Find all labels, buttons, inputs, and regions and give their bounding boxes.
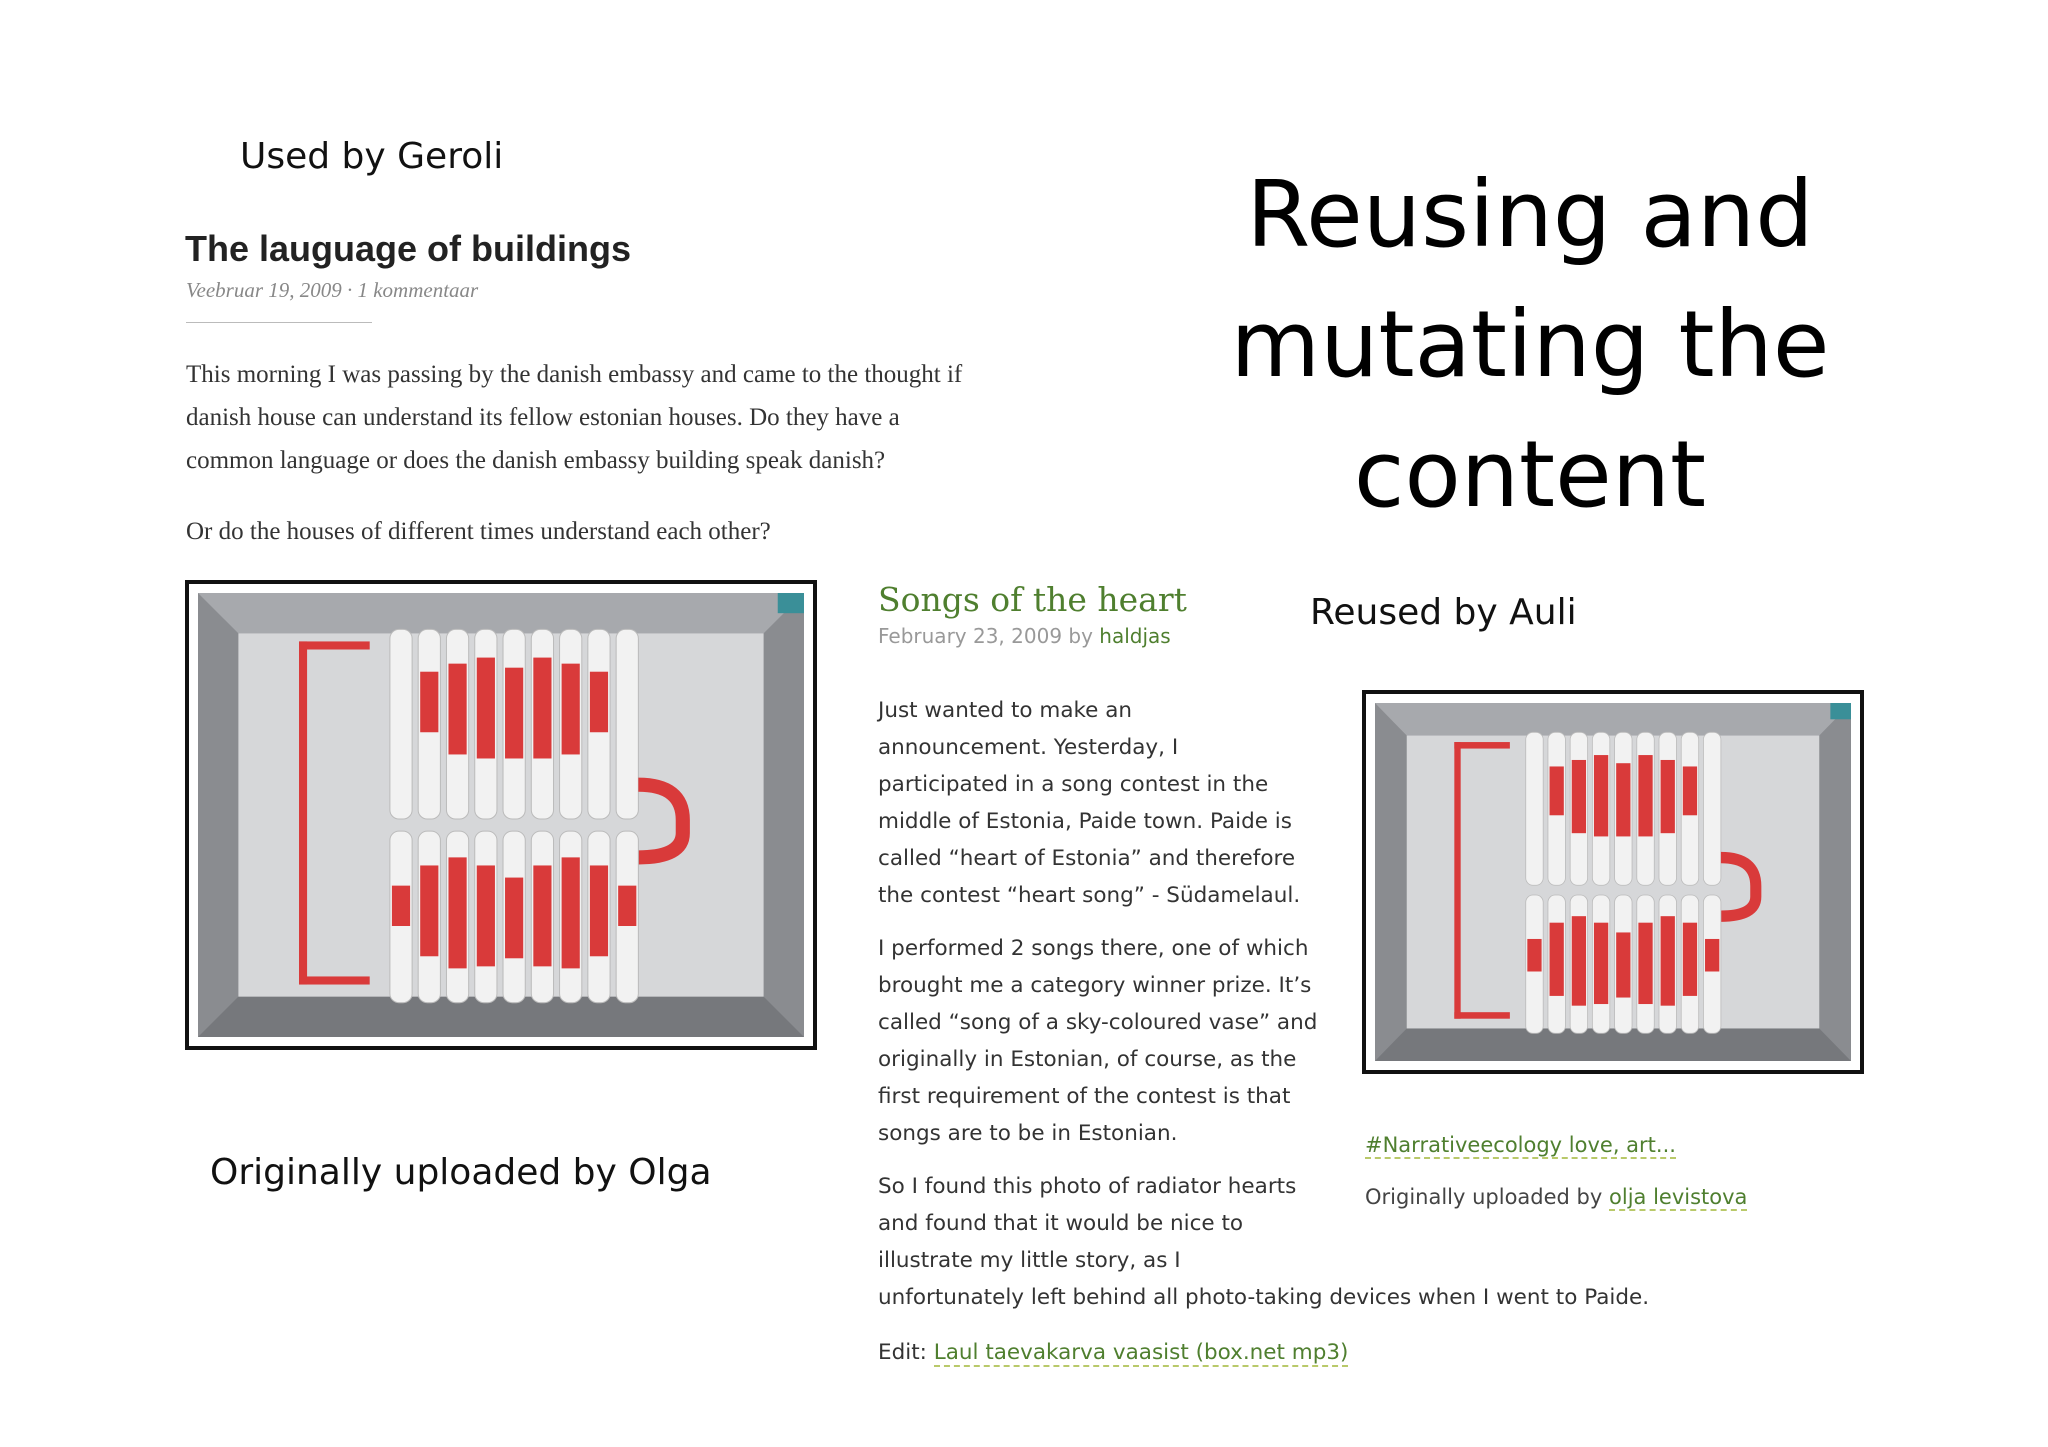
slide-title-line: content [1353,421,1707,528]
post-date: February 23, 2009 [878,624,1063,648]
text-line: and found that it would be nice to [878,1211,1244,1236]
used-by-label: Used by Geroli [240,136,504,177]
right-post-meta [878,624,1171,648]
radiator-photo-small[interactable] [1362,690,1864,1074]
slide-title-line: mutating the [1230,291,1830,398]
edit-line [878,1334,1878,1371]
text-line: danish house can understand its fellow estonian houses. Do they have a [186,404,900,431]
author-link[interactable]: haldjas [1099,624,1171,648]
text-line: announcement. Yesterday, I [878,735,1179,760]
right-post-paragraph-2 [878,930,1348,1152]
text-line: This morning I was passing by the danish embassy and came to the thought if [186,361,963,388]
text-line: unfortunately left behind all photo-taking devices when I went to Paide. [878,1285,1650,1310]
left-post-divider [186,322,372,323]
text-line: the contest “heart song” - Südamelaul. [878,883,1301,908]
text-line: originally in Estonian, of course, as the [878,1047,1297,1072]
radiator-image [1375,703,1851,1061]
text-line: So I found this photo of radiator hearts [878,1174,1297,1199]
text-line: illustrate my little story, as I [878,1248,1181,1273]
text-line: brought me a category winner prize. It’s [878,973,1312,998]
text-line: participated in a song contest in the [878,772,1269,797]
left-post-title[interactable]: The lauguage of buildings [185,228,631,269]
left-post-paragraph-2: Or do the houses of different times understand each other? [186,518,771,545]
text-line: called “song of a sky-coloured vase” and [878,1010,1318,1035]
reused-by-label: Reused by Auli [1310,592,1577,633]
text-line: common language or does the danish embassy building speak danish? [186,447,886,474]
edit-label: Edit: [878,1340,927,1365]
photo-caption [1365,1185,1747,1209]
text-line: Just wanted to make an [878,698,1133,723]
left-post-meta: Veebruar 19, 2009 · 1 kommentaar [186,278,479,302]
photo-tag-text[interactable]: #Narrativeecology love, art... [1365,1133,1676,1157]
slide-title-line: Reusing and [1246,161,1814,268]
text-line: I performed 2 songs there, one of which [878,936,1309,961]
by-word: by [1068,624,1093,648]
text-line: called “heart of Estonia” and therefore [878,846,1296,871]
right-post-paragraph-1 [878,692,1348,914]
text-line: first requirement of the contest is that [878,1084,1291,1109]
text-line: songs are to be in Estonian. [878,1121,1178,1146]
text-line: middle of Estonia, Paide town. Paide is [878,809,1292,834]
slide-title [1180,150,1880,540]
photo-caption-prefix: Originally uploaded by [1365,1185,1603,1209]
radiator-photo-large[interactable] [185,580,817,1050]
radiator-image [198,593,804,1037]
photo-tag-link[interactable] [1365,1133,1676,1157]
left-post-paragraph [186,353,1086,482]
right-post-title[interactable]: Songs of the heart [878,580,1187,619]
photo-author-link[interactable]: olja levistova [1609,1185,1748,1209]
edit-mp3-link[interactable]: Laul taevakarva vaasist (box.net mp3) [933,1340,1349,1365]
originally-uploaded-label: Originally uploaded by Olga [210,1152,712,1193]
